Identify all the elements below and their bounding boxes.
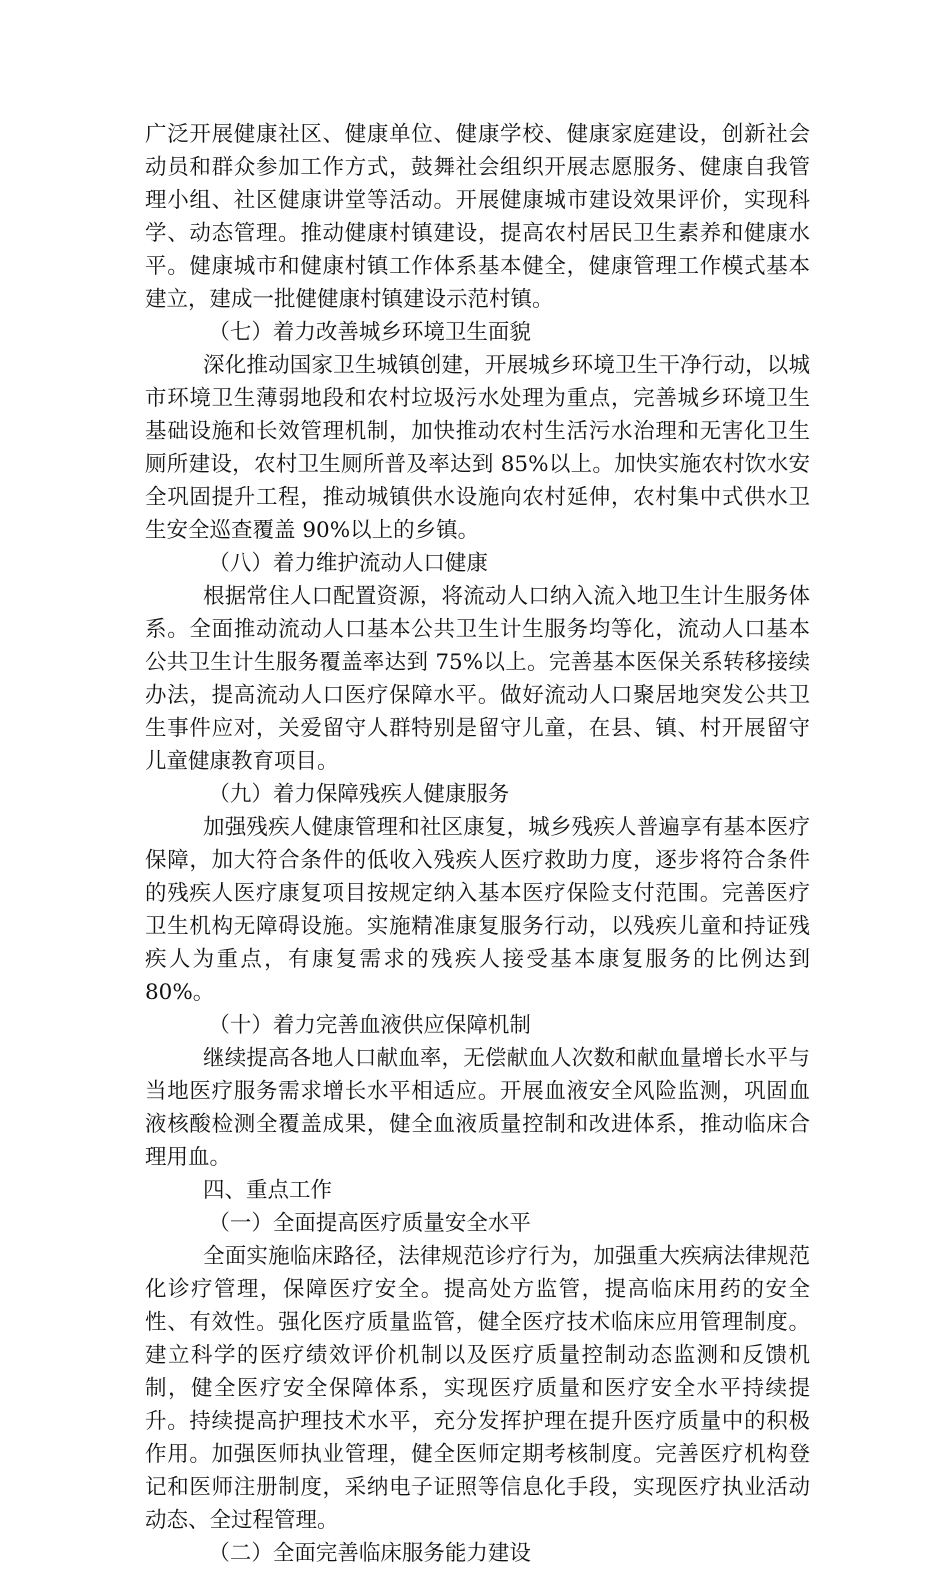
paragraph-sanitation: 深化推动国家卫生城镇创建，开展城乡环境卫生干净行动，以城市环境卫生薄弱地段和农村垃圾污水处理为重点，完善城乡环境卫生基础设施和长效管理机制，加快推动农村生活污水治理和无害化卫生厕所建设，农村卫生厕所普及率达到 85%以上。加快实施农村饮水安全巩固提升工程，推动城镇供水设施向农村延伸，农村集中式供水卫生安全巡查覆盖 90%以上的乡镇。	[145, 353, 810, 543]
subheading-2-clinical-capacity: （二）全面完善临床服务能力建设	[208, 1541, 531, 1566]
paragraph-blood-supply: 继续提高各地人口献血率，无偿献血人次数和献血量增长水平与当地医疗服务需求增长水平相适应。开展血液安全风险监测，巩固血液核酸检测全覆盖成果，健全血液质量控制和改进体系，推动临床合理用血。	[145, 1046, 810, 1170]
paragraph-disabled-health: 加强残疾人健康管理和社区康复，城乡残疾人普遍享有基本医疗保障，加大符合条件的低收入残疾人医疗救助力度，逐步将符合条件的残疾人医疗康复项目按规定纳入基本医疗保险支付范围。完善医疗卫生机构无障碍设施。实施精准康复服务行动，以残疾儿童和持证残疾人为重点，有康复需求的残疾人接受基本康复服务的比例达到 80%。	[145, 815, 810, 1005]
section-heading-key-work: 四、重点工作	[203, 1178, 333, 1203]
subheading-9-disabled-health: （九）着力保障残疾人健康服务	[208, 782, 510, 807]
subheading-7-urban-rural-sanitation: （七）着力改善城乡环境卫生面貌	[208, 320, 531, 345]
document-page	[145, 118, 810, 1570]
subheading-10-blood-supply: （十）着力完善血液供应保障机制	[208, 1013, 531, 1038]
subheading-1-medical-quality: （一）全面提高医疗质量安全水平	[208, 1211, 531, 1236]
paragraph-medical-quality: 全面实施临床路径，法律规范诊疗行为，加强重大疾病法律规范化诊疗管理，保障医疗安全。提高处方监管，提高临床用药的安全性、有效性。强化医疗质量监管，健全医疗技术临床应用管理制度。建立科学的医疗绩效评价机制以及医疗质量控制动态监测和反馈机制，健全医疗安全保障体系，实现医疗质量和医疗安全水平持续提升。持续提高护理技术水平，充分发挥护理在提升医疗质量中的积极作用。加强医师执业管理，健全医师定期考核制度。完善医疗机构登记和医师注册制度，采纳电子证照等信息化手段，实现医疗执业活动动态、全过程管理。	[145, 1244, 810, 1533]
paragraph-floating-population: 根据常住人口配置资源，将流动人口纳入流入地卫生计生服务体系。全面推动流动人口基本公共卫生计生服务均等化，流动人口基本公共卫生计生服务覆盖率达到 75%以上。完善基本医保关系转移接续办法，提高流动人口医疗保障水平。做好流动人口聚居地突发公共卫生事件应对，关爱留守人群特别是留守儿童，在县、镇、村开展留守儿童健康教育项目。	[145, 584, 810, 774]
subheading-8-floating-population: （八）着力维护流动人口健康	[208, 551, 488, 576]
paragraph-healthy-communities: 广泛开展健康社区、健康单位、健康学校、健康家庭建设，创新社会动员和群众参加工作方式，鼓舞社会组织开展志愿服务、健康自我管理小组、社区健康讲堂等活动。开展健康城市建设效果评价，实现科学、动态管理。推动健康村镇建设，提高农村居民卫生素养和健康水平。健康城市和健康村镇工作体系基本健全，健康管理工作模式基本建立，建成一批健健康村镇建设示范村镇。	[145, 122, 810, 312]
